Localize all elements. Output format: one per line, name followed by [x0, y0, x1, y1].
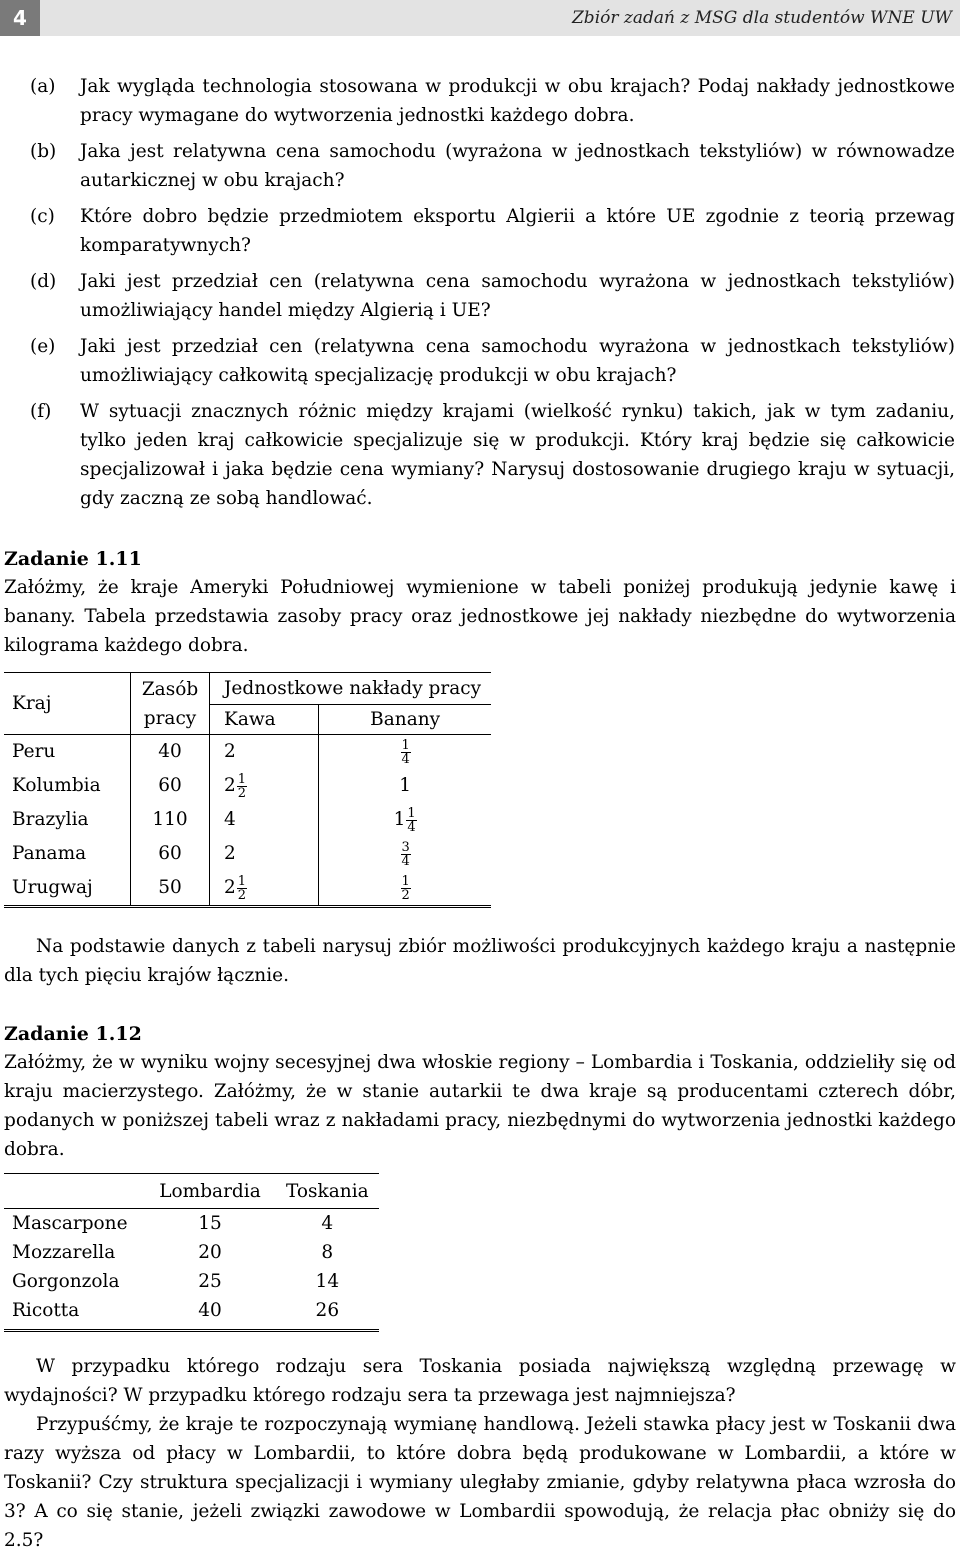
country-cell: Panama	[4, 837, 131, 871]
toskania-cell: 26	[276, 1296, 379, 1331]
labor-cell: 110	[131, 803, 210, 837]
product-cell: Mozzarella	[12, 1242, 116, 1263]
whole-part: 2	[224, 843, 236, 864]
task11-heading: Zadanie 1.11	[4, 548, 142, 570]
question-label: (a)	[30, 76, 56, 97]
labor-table	[4, 672, 491, 908]
bananas-cell	[319, 803, 491, 837]
fraction	[401, 875, 411, 902]
denominator: 2	[401, 887, 410, 903]
toskania-cell: 4	[321, 1213, 334, 1234]
table-row	[4, 1238, 379, 1267]
whole-part: 1	[393, 809, 406, 830]
coffee-cell	[210, 769, 319, 803]
question-label: (c)	[30, 206, 55, 227]
question-item-f	[30, 397, 955, 513]
lombardia-cell: 20	[198, 1242, 222, 1263]
header-lombardia: Lombardia	[144, 1174, 276, 1209]
whole-part: 2	[224, 877, 236, 898]
numerator: 3	[401, 839, 410, 855]
task12-heading: Zadanie 1.12	[4, 1023, 142, 1045]
header-labor-line2: pracy	[131, 704, 210, 734]
task11-question: Na podstawie danych z tabeli narysuj zbiór możliwości produkcyjnych każdego kraju a następnie dla tych pięciu krajów łącznie.	[4, 936, 956, 986]
fraction	[237, 773, 247, 800]
question-item-b	[30, 137, 955, 195]
coffee-cell	[210, 734, 319, 769]
denominator: 2	[237, 887, 247, 903]
numerator: 1	[401, 737, 410, 753]
toskania-cell: 8	[321, 1242, 334, 1263]
question-text: Jaki jest przedział cen (relatywna cena samochodu wyrażona w jednostkach tekstyliów) umożliwiający całkowitą specjalizację produkcji w obu krajach?	[80, 336, 955, 386]
labor-cell: 40	[131, 734, 210, 769]
country-cell: Brazylia	[4, 803, 131, 837]
question-label: (b)	[30, 141, 57, 162]
task12-intro: Załóżmy, że w wyniku wojny secesyjnej dwa włoskie regiony – Lombardia i Toskania, oddzieliły się od kraju macierzystego. Załóżmy, że w stanie autarkii te dwa kraje są producentami czterech dóbr, podanych w poniższej tabeli wraz z nakładami pracy, niezbędnymi do wytworzenia jednostki każdego dobra.	[4, 1052, 956, 1160]
product-cell: Mascarpone	[12, 1213, 128, 1234]
whole-part: 1	[399, 775, 412, 796]
country-cell: Urugwaj	[4, 871, 131, 907]
table-row	[4, 1296, 379, 1331]
table-row	[4, 803, 491, 837]
fraction	[401, 841, 411, 868]
coffee-cell	[210, 803, 319, 837]
table-row	[4, 1209, 379, 1239]
table-row	[4, 871, 491, 907]
numerator: 1	[237, 771, 247, 787]
page-number: 4	[0, 0, 40, 36]
numerator: 1	[401, 873, 410, 889]
task12-paragraph1: W przypadku którego rodzaju sera Toskania posiada największą względną przewagę w wydajności? W przypadku którego rodzaju sera ta przewaga jest najmniejsza?	[4, 1356, 956, 1406]
bananas-cell	[319, 871, 491, 907]
labor-cell: 60	[131, 837, 210, 871]
header-unit-inputs: Jednostkowe nakłady pracy	[210, 673, 492, 705]
header-toskania: Toskania	[276, 1174, 379, 1209]
denominator: 2	[237, 785, 247, 801]
table-row	[4, 769, 491, 803]
country-cell: Kolumbia	[4, 769, 131, 803]
fraction	[406, 807, 416, 834]
header-bananas: Banany	[319, 704, 491, 734]
question-text: W sytuacji znacznych różnic między krajami (wielkość rynku) takich, jak w tym zadaniu, tylko jeden kraj całkowicie specjalizuje się w produkcji. Który kraj będzie się całkowicie specjalizował i jaka będzie cena wymiany? Narysuj dostosowanie drugiego kraju w sytuacji, gdy zaczną ze sobą handlować.	[80, 401, 955, 509]
fraction	[401, 739, 411, 766]
whole-part: 4	[224, 809, 236, 830]
numerator: 1	[407, 805, 416, 821]
question-label: (e)	[30, 336, 56, 357]
lombardia-cell: 15	[198, 1213, 222, 1234]
cheese-table	[4, 1173, 379, 1332]
denominator: 4	[401, 853, 410, 869]
header-country: Kraj	[4, 673, 131, 735]
product-cell: Gorgonzola	[12, 1271, 120, 1292]
question-text: Które dobro będzie przedmiotem eksportu Algierii a które UE zgodnie z teorią przewag komparatywnych?	[80, 206, 955, 256]
question-text: Jak wygląda technologia stosowana w produkcji w obu krajach? Podaj nakłady jednostkowe pracy wymagane do wytworzenia jednostki każdego dobra.	[80, 76, 955, 126]
task12-paragraph2: Przypuśćmy, że kraje te rozpoczynają wymianę handlową. Jeżeli stawka płacy jest w Toskanii dwa razy wyższa od płacy w Lombardii, to które dobra będą produkowane w Lombardii, a które w Toskanii? Czy struktura specjalizacji i wymiany uległaby zmianie, gdyby relatywna płaca wzrosła do 3? A co się stanie, jeżeli związki zawodowe w Lombardii spowodują, że relacja płac obniży się do 2.5?	[4, 1414, 956, 1551]
question-list	[30, 72, 955, 520]
coffee-cell	[210, 871, 319, 907]
header-product	[4, 1174, 144, 1209]
header-labor-line1: Zasób	[131, 673, 210, 705]
bananas-cell	[319, 769, 491, 803]
coffee-cell	[210, 837, 319, 871]
labor-cell: 50	[131, 871, 210, 907]
denominator: 4	[407, 819, 416, 835]
question-item-c	[30, 202, 955, 260]
running-title: Zbiór zadań z MSG dla studentów WNE UW	[572, 8, 952, 28]
question-item-a	[30, 72, 955, 130]
question-text: Jaka jest relatywna cena samochodu (wyrażona w jednostkach tekstyliów) w równowadze autarkicznej w obu krajach?	[80, 141, 955, 191]
denominator: 4	[401, 751, 410, 767]
country-cell: Peru	[4, 734, 131, 769]
lombardia-cell: 25	[198, 1271, 222, 1292]
page-header	[0, 0, 960, 36]
toskania-cell: 14	[315, 1271, 340, 1292]
table-row	[4, 1267, 379, 1296]
bananas-cell	[319, 734, 491, 769]
fraction	[237, 875, 247, 902]
question-text: Jaki jest przedział cen (relatywna cena samochodu wyrażona w jednostkach tekstyliów) umożliwiający handel między Algierią i UE?	[80, 271, 955, 321]
table-row	[4, 837, 491, 871]
whole-part: 2	[224, 741, 236, 762]
lombardia-cell: 40	[144, 1296, 276, 1331]
numerator: 1	[237, 873, 247, 889]
question-item-e	[30, 332, 955, 390]
header-coffee: Kawa	[210, 704, 319, 734]
bananas-cell	[319, 837, 491, 871]
labor-cell: 60	[131, 769, 210, 803]
whole-part: 2	[224, 775, 236, 796]
task11-intro: Załóżmy, że kraje Ameryki Południowej wymienione w tabeli poniżej produkują jedynie kawę i banany. Tabela przedstawia zasoby pracy oraz jednostkowe jej nakłady niezbędne do wytworzenia kilograma każdego dobra.	[4, 577, 956, 656]
question-item-d	[30, 267, 955, 325]
table-row	[4, 734, 491, 769]
product-cell: Ricotta	[4, 1296, 144, 1331]
question-label: (d)	[30, 271, 57, 292]
question-label: (f)	[30, 401, 52, 422]
